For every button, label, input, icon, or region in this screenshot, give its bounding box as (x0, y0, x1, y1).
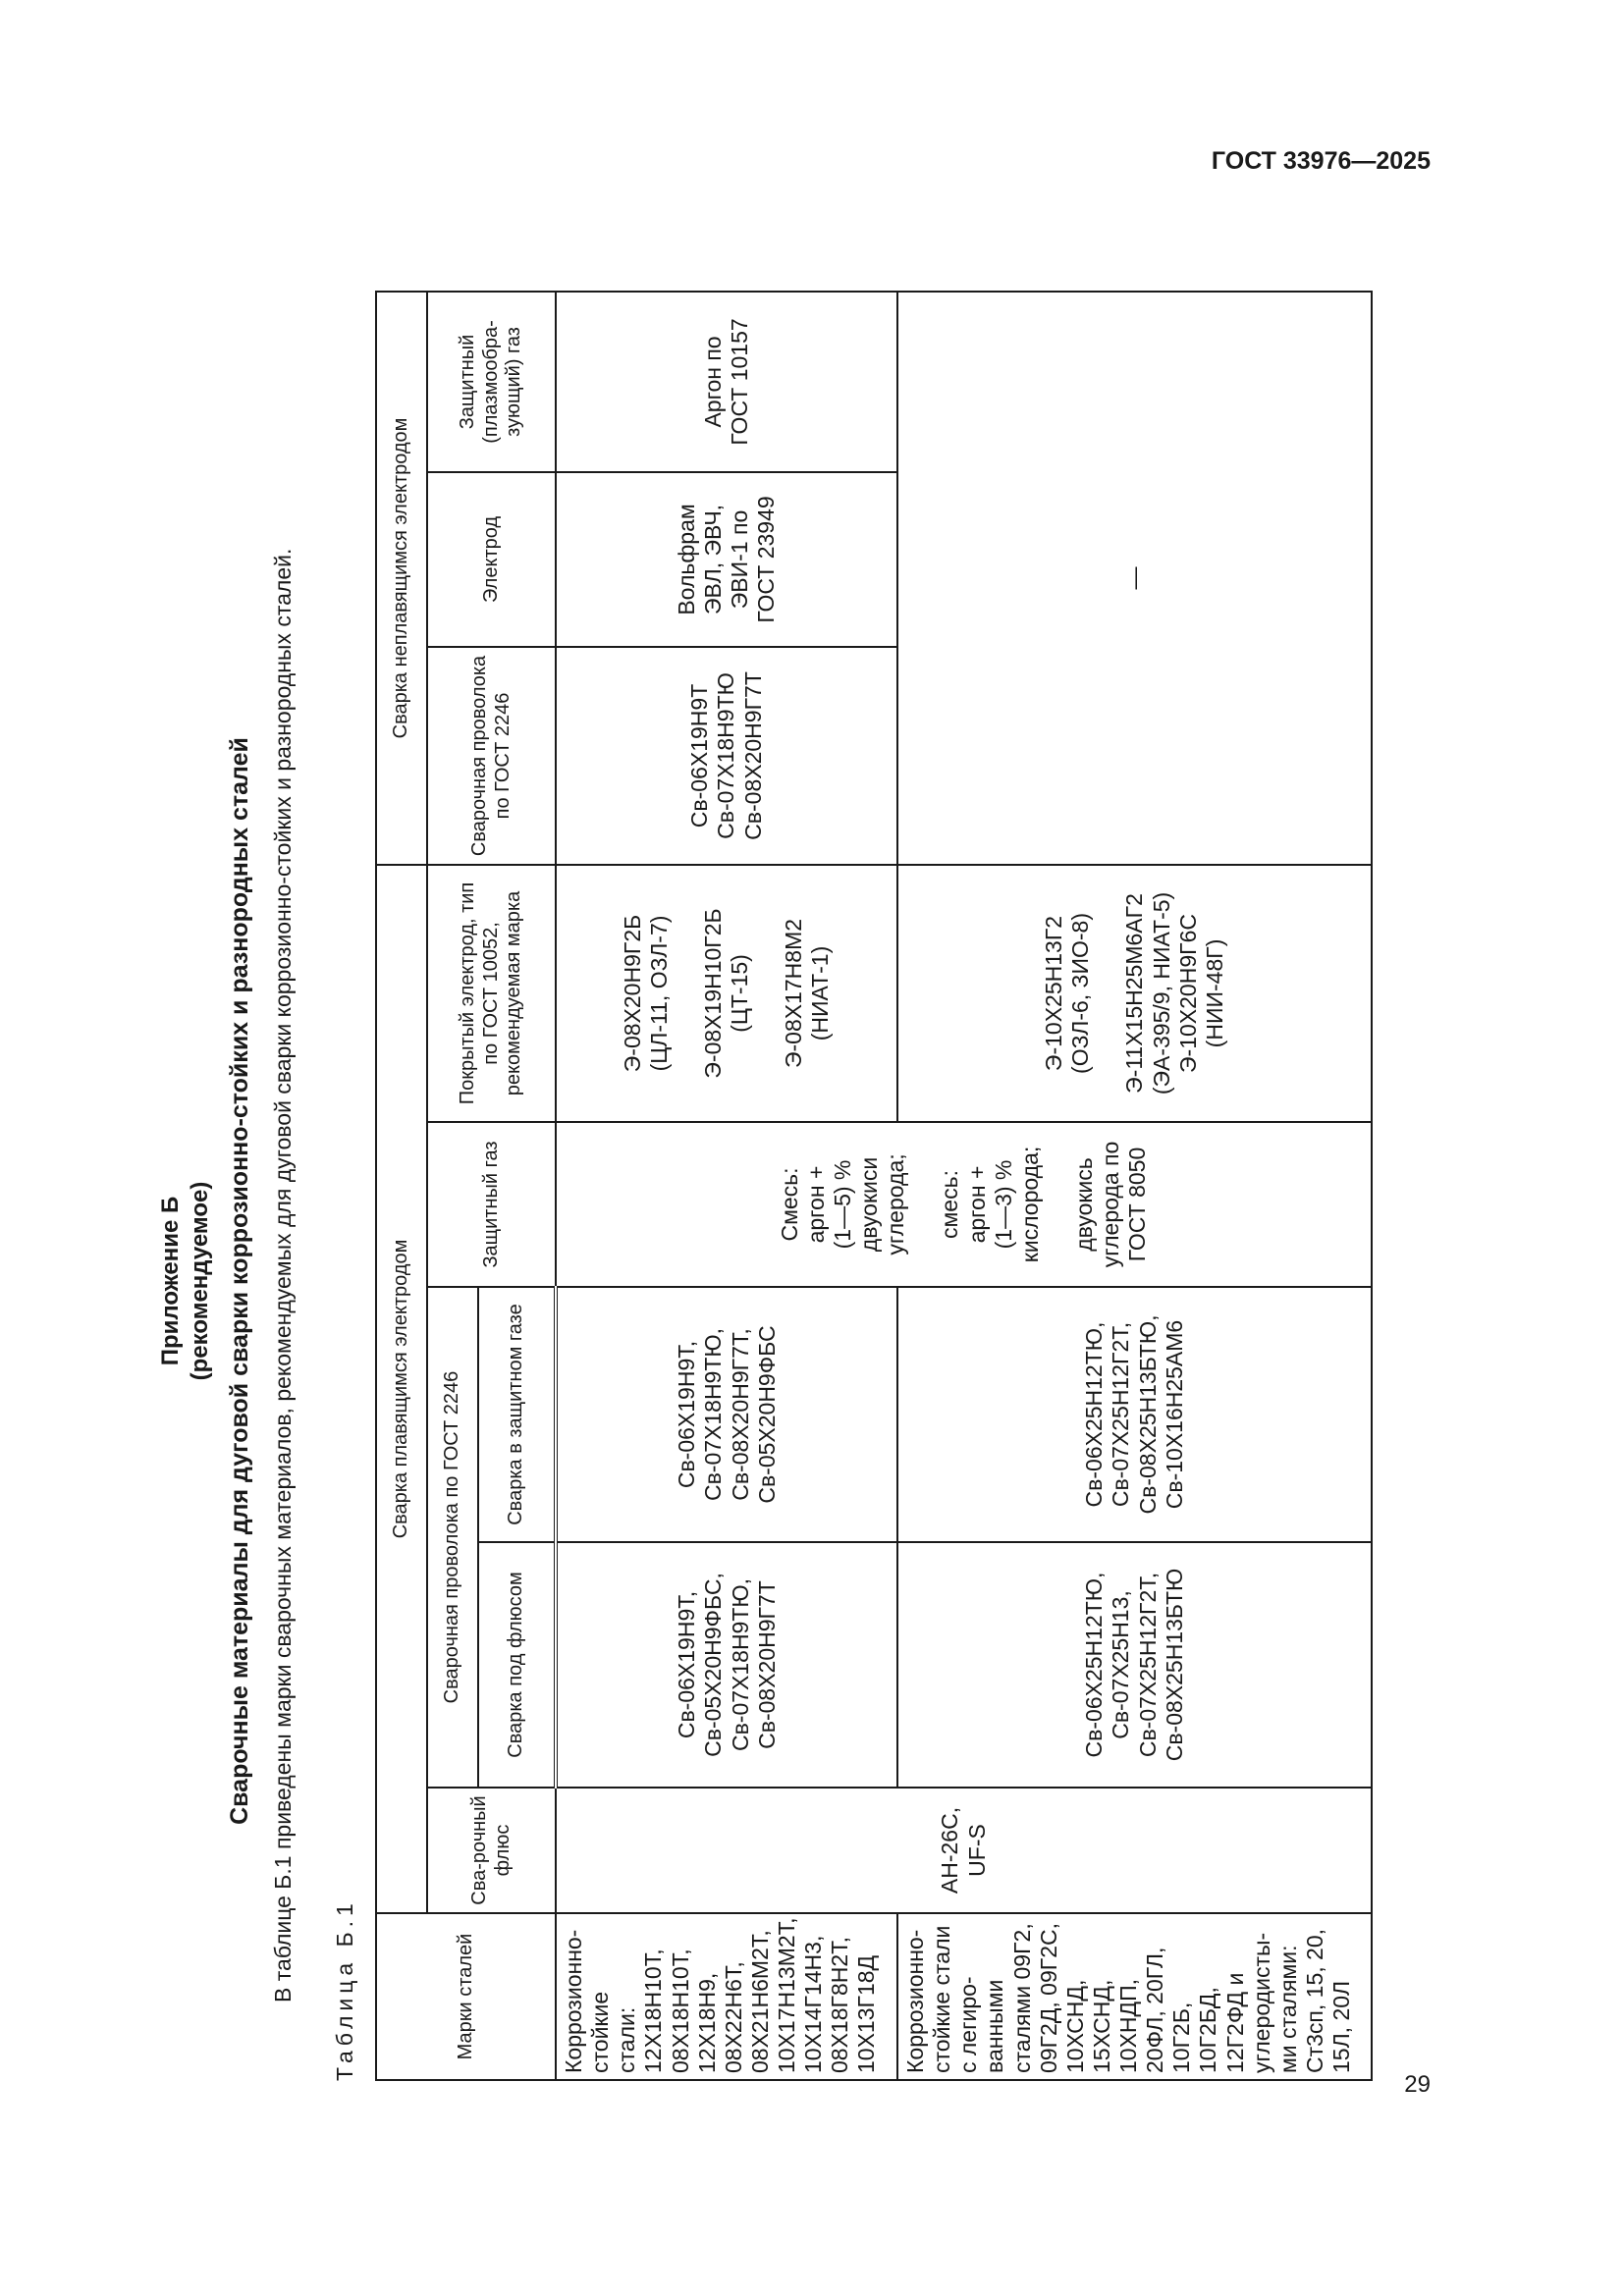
shield-gas-cell (556, 1122, 1372, 1287)
cell-line: углерода; (883, 1153, 909, 1255)
header-flux: Сва-рочный флюс (427, 1788, 556, 1913)
annex-heading: Сварочные материалы для дуговой сварки коррозионно-стойких и разнородных сталей (226, 737, 253, 1825)
row1-plasma-gas (556, 292, 897, 472)
cell-line: Св-05Х20Н9ФБС (753, 1325, 780, 1504)
cell-line: ГОСТ 8050 (1124, 1147, 1151, 1262)
header-nonconsumable: Сварка неплавящимся электродом (376, 292, 427, 865)
cell-line: Аргон по (699, 336, 726, 428)
cell-line: Св-06Х25Н12ТЮ, (1081, 1572, 1108, 1758)
row2-steels: Коррозионно-стойкие стали с легиро-ванными сталями 09Г2, 09Г2Д, 09Г2С, 10ХСНД, 15ХСНД, 10ХНДП, 20ФЛ, 20ГЛ, 10Г2Б, 10Г2БД, 12Г2ФД и углеродисты-ми сталями: Ст3сп, 15, 20, 15Л, 20Л (897, 1913, 1372, 2080)
row2-electrodes (897, 865, 1372, 1122)
cell-line: Э-10Х25Н13Г2 (1041, 915, 1067, 1072)
annex-title: Приложение Б (157, 1196, 184, 1366)
cell-line: (НИИ-48Г) (1201, 938, 1227, 1048)
cell-line: Св-08Х20Н9Г7Т (753, 1580, 780, 1749)
cell-line: Св-06Х19Н9Т, (674, 1340, 700, 1489)
cell-line: Св-05Х20Н9ФБС, (700, 1573, 727, 1757)
header-tig-electrode: Электрод (427, 472, 556, 647)
header-coated-electrode: Покрытый электрод, тип по ГОСТ 10052, рекомендуемая марка (427, 865, 556, 1122)
cell-line: Св-06Х19Н9Т, (674, 1590, 700, 1739)
header-shield-gas: Защитный газ (427, 1122, 556, 1287)
cell-line: Св-08Х25Н13БТЮ (1161, 1568, 1187, 1762)
row2-tig-dash: — (897, 292, 1372, 865)
row1-steels: Коррозионно-стойкие стали: 12Х18Н10Т, 08Х18Н10Т, 12Х18Н9, 08Х22Н6Т, 08Х21Н6М2Т, 10Х17Н13М2Т, 10Х14Г14Н3, 08Х18Г8Н2Т, 10Х13Г18Д (556, 1913, 897, 2080)
cell-line: (ЦТ-15) (727, 954, 752, 1033)
cell-line: Э-10Х20Н9Г6С (1174, 914, 1201, 1073)
header-wire-gas: Сварка в защитном газе (478, 1287, 556, 1542)
cell-line: Св-07Х25Н12Г2Т, (1108, 1321, 1134, 1508)
cell-line: (ОЗЛ-6, ЗИО-8) (1067, 913, 1094, 1074)
cell-line: UF-S (963, 1824, 990, 1877)
cell-line: Св-07Х25Н12Г2Т, (1134, 1572, 1161, 1758)
row1-wire-gas (556, 1287, 897, 1542)
row2-wire-flux (897, 1542, 1372, 1788)
cell-line: двуокиси (856, 1156, 883, 1253)
cell-line: Св-08Х25Н13БТЮ, (1134, 1314, 1161, 1515)
cell-line: Э-11Х15Н25М6АГ2 (1121, 893, 1148, 1094)
annex-status: (рекомендуемое) (187, 1181, 213, 1381)
cell-line: (ЭА-395/9, НИАТ-5) (1148, 891, 1174, 1095)
cell-line: ЭВЛ, ЭВЧ, (699, 504, 726, 614)
header-wire-group: Сварочная проволока по ГОСТ 2246 (427, 1287, 478, 1788)
cell-line: Э-08Х19Н10Г2Б (699, 908, 726, 1079)
cell-line: двуокись (1070, 1157, 1097, 1252)
cell-line: углерода по (1098, 1141, 1123, 1268)
cell-line: аргон + (963, 1165, 990, 1244)
cell-line: АН-26С, (937, 1806, 963, 1895)
line-gap (753, 872, 781, 1115)
page-number: 29 (1404, 2071, 1431, 2098)
cell-line: (1—3) % (990, 1159, 1016, 1250)
line-gap (1044, 1129, 1071, 1280)
cell-line: Вольфрам (673, 504, 699, 615)
flux-cell (556, 1788, 1372, 1913)
header-wire-flux: Сварка под флюсом (478, 1542, 556, 1788)
header-steel-grades: Марки сталей (376, 1913, 556, 2080)
cell-line: Св-07Х25Н13, (1108, 1590, 1134, 1739)
row1-tig-wire (556, 647, 897, 865)
cell-line: (ЦЛ-11, ОЗЛ-7) (645, 915, 672, 1072)
cell-line: кислорода; (1016, 1146, 1043, 1263)
cell-line: Св-06Х19Н9Т (686, 683, 713, 828)
line-gap (909, 1129, 937, 1280)
standard-number: ГОСТ 33976—2025 (1211, 147, 1431, 175)
line-gap (1094, 872, 1121, 1115)
cell-line: Св-07Х18Н9ТЮ, (700, 1327, 727, 1502)
cell-line: (1—5) % (830, 1159, 855, 1250)
row1-wire-flux (556, 1542, 897, 1788)
cell-line: Св-06Х25Н12ТЮ, (1081, 1321, 1108, 1508)
header-consumable: Сварка плавящимся электродом (376, 865, 427, 1913)
cell-line: Св-08Х20Н9Г7Т (739, 671, 766, 840)
header-plasma-gas: Защитный (плазмообра-зующий) газ (427, 292, 556, 472)
table-label: Таблица Б.1 (332, 1898, 357, 2081)
cell-line: (НИАТ-1) (807, 945, 834, 1041)
cell-line: Смесь: (776, 1167, 802, 1242)
line-gap (673, 872, 700, 1115)
cell-line: Св-07Х18Н9ТЮ (713, 672, 739, 839)
cell-line: ГОСТ 23949 (753, 496, 780, 623)
header-tig-wire: Сварочная проволока по ГОСТ 2246 (427, 647, 556, 865)
rotated-page-content (147, 49, 1365, 2091)
intro-paragraph: В таблице Б.1 приведены марки сварочных материалов, рекомендуемых для дуговой сварки коррозионно-стойких и разнородных сталей. (270, 548, 296, 2002)
cell-line: ГОСТ 10157 (727, 318, 752, 446)
cell-line: Э-08Х20Н9Г2Б (619, 914, 645, 1073)
cell-line: ЭВИ-1 по (727, 509, 752, 610)
cell-line: смесь: (937, 1170, 963, 1239)
row1-electrodes (556, 865, 897, 1122)
row2-wire-gas (897, 1287, 1372, 1542)
cell-line: Св-08Х20Н9Г7Т, (727, 1328, 753, 1501)
cell-line: аргон + (802, 1165, 829, 1244)
row1-tig-electrode (556, 472, 897, 647)
cell-line: Св-07Х18Н9ТЮ, (727, 1577, 753, 1752)
cell-line: Э-08Х17Н8М2 (781, 918, 807, 1069)
welding-materials-table (375, 291, 1373, 2081)
cell-line: Св-10Х16Н25АМ6 (1161, 1319, 1187, 1510)
